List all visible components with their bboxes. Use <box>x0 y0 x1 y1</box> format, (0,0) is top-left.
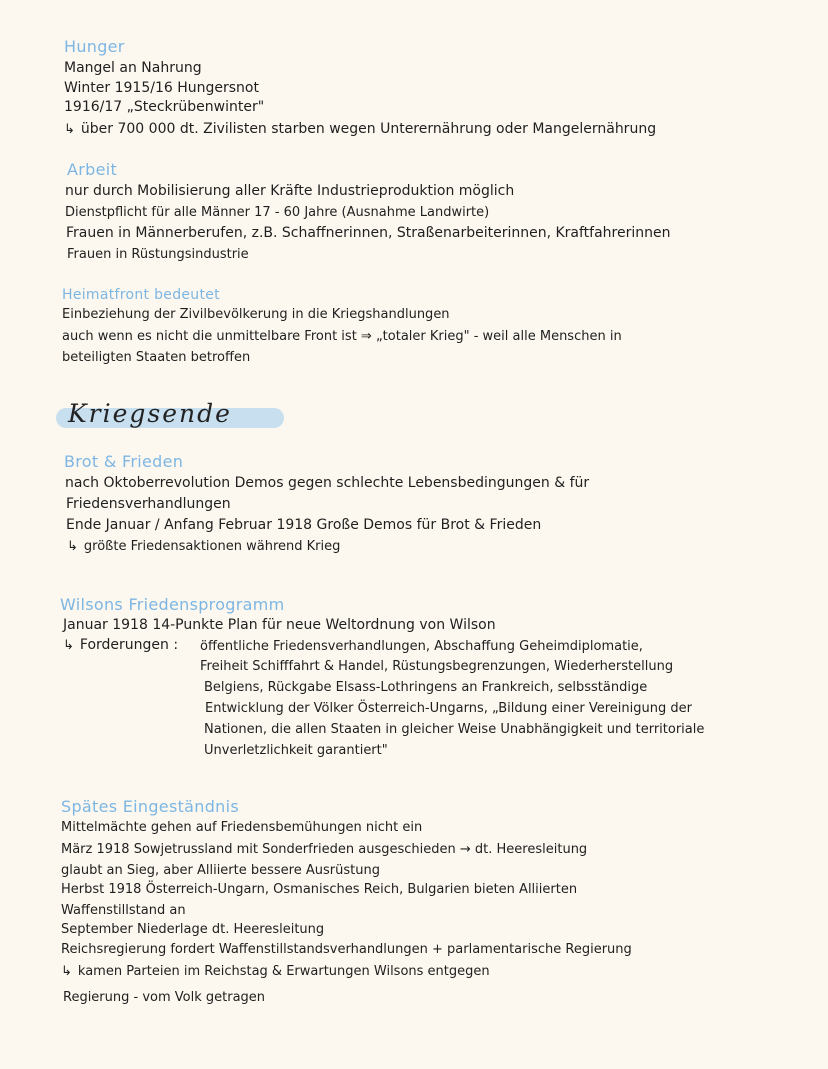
text-line: Januar 1918 14-Punkte Plan für neue Weltordnung von Wilson <box>63 617 496 633</box>
text-line: März 1918 Sowjetrussland mit Sonderfrieden ausgeschieden → dt. Heeresleitung <box>61 842 588 857</box>
text-line-arrow <box>61 964 490 979</box>
text-line: Nationen, die allen Staaten in gleicher Weise Unabhängigkeit und territoriale <box>204 722 705 737</box>
text: größte Friedensaktionen während Krieg <box>83 539 341 554</box>
heading-heimatfront: Heimatfront bedeutet <box>62 287 220 303</box>
text-line: Mangel an Nahrung <box>64 60 202 76</box>
arrow-icon: ↳ <box>67 539 78 554</box>
text-line: öffentliche Friedensverhandlungen, Abschaffung Geheimdiplomatie, <box>200 639 643 654</box>
text: kamen Parteien im Reichstag & Erwartungen Wilsons entgegen <box>77 964 490 979</box>
text-line: Dienstpflicht für alle Männer 17 - 60 Jahre (Ausnahme Landwirte) <box>65 205 490 220</box>
text-line-arrow <box>63 637 178 653</box>
heading-arbeit: Arbeit <box>67 160 118 179</box>
text-line: Frauen in Männerberufen, z.B. Schaffnerinnen, Straßenarbeiterinnen, Kraftfahrerinnen <box>66 225 671 241</box>
heading-hunger: Hunger <box>64 37 125 56</box>
text-line: nach Oktoberrevolution Demos gegen schlechte Lebensbedingungen & für <box>65 475 590 491</box>
section-title-kriegsende: Kriegsende <box>68 399 232 428</box>
heading-wilson: Wilsons Friedensprogramm <box>60 595 285 614</box>
text: Forderungen : <box>79 637 179 653</box>
text-line: Einbeziehung der Zivilbevölkerung in die Kriegshandlungen <box>62 307 450 322</box>
heading-brot-frieden: Brot & Frieden <box>64 452 184 471</box>
text-line: Ende Januar / Anfang Februar 1918 Große Demos für Brot & Frieden <box>66 517 542 533</box>
text-line: Winter 1915/16 Hungersnot <box>64 80 259 96</box>
text-line: beteiligten Staaten betroffen <box>62 350 251 365</box>
text-line: Reichsregierung fordert Waffenstillstandsverhandlungen + parlamentarische Regierung <box>61 942 632 957</box>
arrow-icon: ↳ <box>64 122 75 137</box>
text-line: Belgiens, Rückgabe Elsass-Lothringens an Frankreich, selbsständige <box>204 680 648 695</box>
text-line: Mittelmächte gehen auf Friedensbemühungen nicht ein <box>61 820 423 835</box>
text-line: Unverletzlichkeit garantiert" <box>204 743 388 758</box>
text-line-arrow <box>64 121 656 137</box>
text-line: auch wenn es nicht die unmittelbare Front ist ⇒ „totaler Krieg" - weil alle Menschen in <box>62 329 622 344</box>
text-line: nur durch Mobilisierung aller Kräfte Industrieproduktion möglich <box>65 183 515 199</box>
arrow-icon: ↳ <box>61 964 72 979</box>
text-line: Herbst 1918 Österreich-Ungarn, Osmanisches Reich, Bulgarien bieten Alliierten <box>61 882 578 897</box>
text-line: glaubt an Sieg, aber Alliierte bessere Ausrüstung <box>61 863 380 878</box>
text-line: Freiheit Schifffahrt & Handel, Rüstungsbegrenzungen, Wiederherstellung <box>200 659 674 674</box>
text: über 700 000 dt. Zivilisten starben wegen Unterernährung oder Mangelernährung <box>80 121 657 137</box>
text-line: Frauen in Rüstungsindustrie <box>67 247 249 262</box>
heading-spaetes-eingestaendnis: Spätes Eingeständnis <box>61 797 239 816</box>
text-line: September Niederlage dt. Heeresleitung <box>61 922 325 937</box>
text-line-arrow <box>67 539 340 554</box>
text-line: Regierung - vom Volk getragen <box>63 990 266 1005</box>
text-line: Waffenstillstand an <box>61 903 186 918</box>
text-line: Entwicklung der Völker Österreich-Ungarns, „Bildung einer Vereinigung der <box>205 701 692 716</box>
text-line: Friedensverhandlungen <box>66 496 231 512</box>
text-line: 1916/17 „Steckrübenwinter" <box>64 99 265 115</box>
arrow-icon: ↳ <box>63 638 74 653</box>
